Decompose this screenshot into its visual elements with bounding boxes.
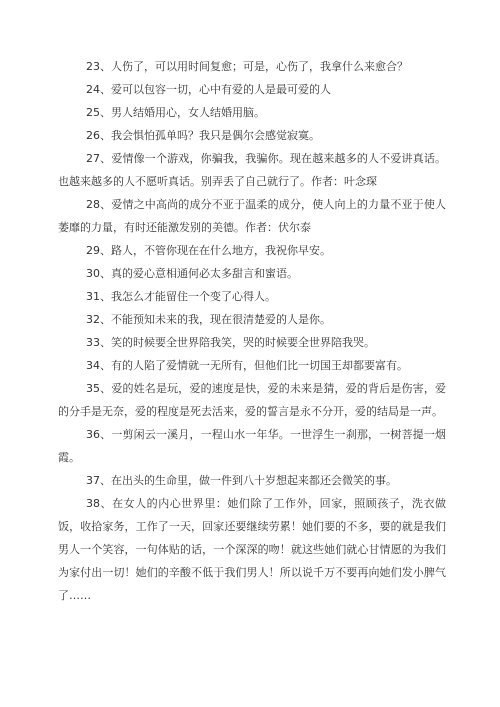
quote-item-24: 24、爱可以包容一切，心中有爱的人是最可爱的人 bbox=[86, 83, 331, 96]
quote-item-32: 32、不能预知未来的我，现在很清楚爱的人是你。 bbox=[86, 313, 331, 326]
quote-item-26: 26、我会惧怕孤单吗？我只是偶尔会感觉寂寞。 bbox=[86, 129, 320, 142]
quote-item-37: 37、在出头的生命里，做一件到八十岁想起来都还会微笑的事。 bbox=[86, 474, 397, 487]
quote-item-27: 27、爱情像一个游戏，你骗我，我骗你。现在越来越多的人不爱讲真话。也越来越多的人不愿听真话。别弄丢了自己就行了。作者：叶念琛 bbox=[58, 152, 446, 188]
quote-item-38: 38、在女人的内心世界里：她们除了工作外，回家，照顾孩子，洗衣做饭，收拾家务，工作了一天，回家还要继续劳累！她们要的不多，要的就是我们男人一个笑容，一句体贴的话，一个深深的吻！就这些她们就心甘情愿的为我们为家付出一切！她们的辛酸不低于我们男人！所以说千万不要再向她们发小脾气了…… bbox=[58, 497, 446, 602]
quote-item-35: 35、爱的姓名是玩，爱的速度是快，爱的未来是猜，爱的背后是伤害，爱的分手是无奈，爱的程度是死去活来，爱的誓言是永不分开，爱的结局是一声。 bbox=[58, 382, 446, 418]
quote-item-33: 33、笑的时候要全世界陪我笑，哭的时候要全世界陪我哭。 bbox=[86, 336, 375, 349]
quote-item-31: 31、我怎么才能留住一个变了心得人。 bbox=[86, 290, 276, 303]
quote-item-23: 23、人伤了，可以用时间复愈；可是，心伤了，我拿什么来愈合？ bbox=[86, 60, 408, 73]
quote-item-30: 30、真的爱心意相通何必太多甜言和蜜语。 bbox=[86, 267, 298, 280]
quote-item-28: 28、爱情之中高尚的成分不亚于温柔的成分，使人向上的力量不亚于使人萎靡的力量，有时还能激发别的美德。作者：伏尔泰 bbox=[58, 198, 446, 234]
quote-item-34: 34、有的人陷了爱情就一无所有，但他们比一切国王却都要富有。 bbox=[86, 359, 408, 372]
quote-item-25: 25、男人结婚用心，女人结婚用脑。 bbox=[86, 106, 265, 119]
quote-item-36: 36、一剪闲云一溪月，一程山水一年华。一世浮生一刹那，一树菩提一烟霞。 bbox=[58, 428, 446, 464]
quote-item-29: 29、路人，不管你现在在什么地方，我祝你早安。 bbox=[86, 244, 331, 257]
document-page bbox=[58, 55, 446, 607]
